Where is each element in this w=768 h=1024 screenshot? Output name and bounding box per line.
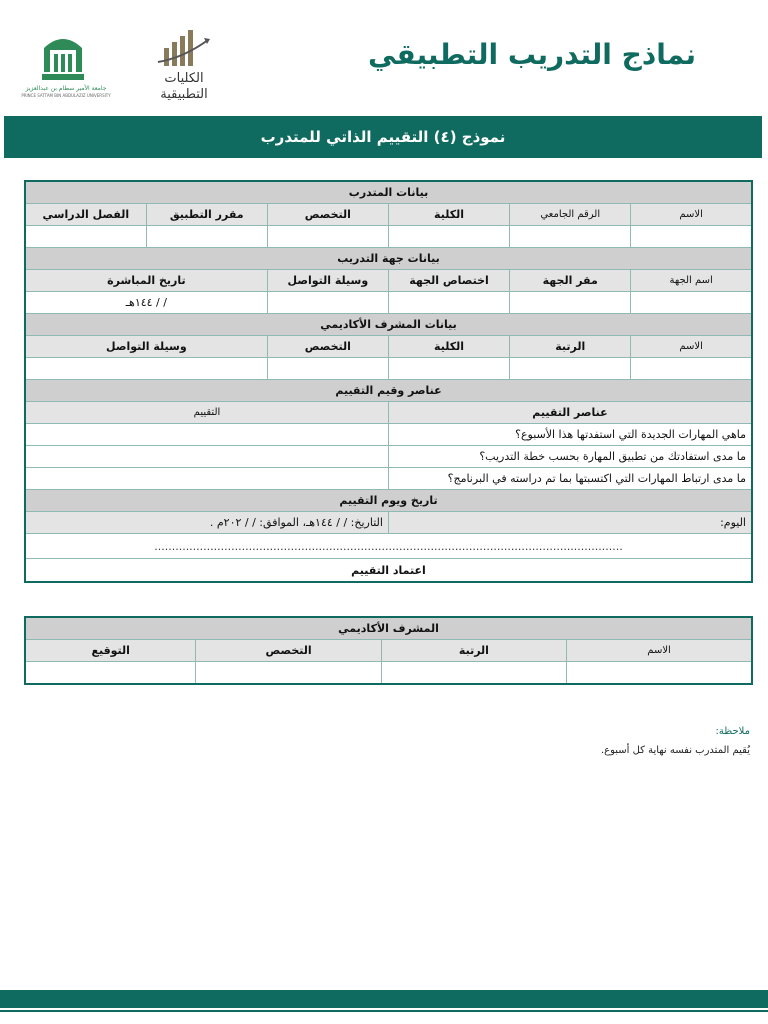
university-logo	[12, 30, 120, 100]
trainee-course-label: مقرر التطبيق	[146, 204, 267, 226]
entity-specialty-label: اختصاص الجهة	[388, 270, 509, 292]
trainee-id-label: الرقم الجامعي	[510, 204, 631, 226]
applied-logo-line1: الكليات	[164, 71, 204, 86]
trainee-major-field[interactable]	[267, 226, 388, 248]
approval-supervisor-heading: المشرف الأكاديمي	[25, 617, 752, 640]
evaluation-section-heading: عناصر وقيم التقييم	[25, 380, 752, 402]
approval-rank-label: الرتبة	[381, 640, 566, 662]
entity-start-date-field[interactable]: / / ١٤٤هـ	[25, 292, 267, 314]
trainee-id-field[interactable]	[510, 226, 631, 248]
date-field[interactable]: التاريخ: / / ١٤٤هـ، الموافق: / / ٢٠٢م .	[25, 512, 388, 534]
approval-major-label: التخصص	[196, 640, 381, 662]
approval-table	[24, 616, 753, 685]
approval-signature-label: التوقيع	[25, 640, 196, 662]
entity-hq-field[interactable]	[510, 292, 631, 314]
entity-section-heading: بيانات جهة التدريب	[25, 248, 752, 270]
supervisor-section-heading: بيانات المشرف الأكاديمي	[25, 314, 752, 336]
applied-colleges-logo	[148, 22, 220, 102]
evaluation-answer-field[interactable]	[25, 424, 388, 446]
trainee-semester-field[interactable]	[25, 226, 146, 248]
footer-bar	[0, 990, 768, 1008]
evaluation-elements-header: عناصر التقييم	[388, 402, 752, 424]
supervisor-contact-label: وسيلة التواصل	[25, 336, 267, 358]
entity-contact-field[interactable]	[267, 292, 388, 314]
evaluation-answer-field[interactable]	[25, 446, 388, 468]
entity-contact-label: وسيلة التواصل	[267, 270, 388, 292]
trainee-name-label: الاسم	[631, 204, 752, 226]
uni-logo-arabic: جامعة الأمير سطام بن عبدالعزيز	[25, 85, 107, 92]
supervisor-major-field[interactable]	[267, 358, 388, 380]
footer-line	[0, 1010, 768, 1012]
trainee-college-label: الكلية	[388, 204, 509, 226]
evaluation-form	[24, 180, 753, 583]
trainee-section-heading: بيانات المتدرب	[25, 181, 752, 204]
dotted-line: ......................................................................................................................................	[25, 534, 752, 559]
entity-name-label: اسم الجهة	[631, 270, 752, 292]
supervisor-college-label: الكلية	[388, 336, 509, 358]
page-title: نماذج التدريب التطبيقي	[368, 38, 696, 71]
form-banner	[4, 116, 762, 158]
approval-rank-field[interactable]	[381, 662, 566, 685]
evaluation-rating-header: التقييم	[25, 402, 388, 424]
supervisor-name-field[interactable]	[631, 358, 752, 380]
trainee-college-field[interactable]	[388, 226, 509, 248]
supervisor-rank-field[interactable]	[510, 358, 631, 380]
evaluation-answer-field[interactable]	[25, 468, 388, 490]
supervisor-name-label: الاسم	[631, 336, 752, 358]
note-label: ملاحظة:	[715, 726, 750, 737]
entity-specialty-field[interactable]	[388, 292, 509, 314]
trainee-semester-label: الفصل الدراسي	[25, 204, 146, 226]
note-text: يُقيم المتدرب نفسه نهاية كل أسبوع.	[600, 745, 750, 756]
entity-hq-label: مقر الجهة	[510, 270, 631, 292]
approval-name-label: الاسم	[567, 640, 752, 662]
trainee-major-label: التخصص	[267, 204, 388, 226]
uni-logo-english: PRINCE SATTAM BIN ABDULAZIZ UNIVERSITY	[21, 93, 111, 98]
evaluation-question: ما مدى استفادتك من تطبيق المهارة بحسب خطة التدريب؟	[388, 446, 752, 468]
date-section-heading: تاريخ ويوم التقييم	[25, 490, 752, 512]
supervisor-contact-field[interactable]	[25, 358, 267, 380]
evaluation-question: ماهي المهارات الجديدة التي استفدتها هذا الأسبوع؟	[388, 424, 752, 446]
approval-name-field[interactable]	[567, 662, 752, 685]
evaluation-question: ما مدى ارتباط المهارات التي اكتسبتها بما تم دراسته في البرنامج؟	[388, 468, 752, 490]
trainee-course-field[interactable]	[146, 226, 267, 248]
applied-logo-line2: التطبيقية	[160, 87, 208, 102]
form-banner-title: نموذج (٤) التقييم الذاتي للمتدرب	[260, 128, 506, 146]
approval-heading: اعتماد التقييم	[25, 559, 752, 583]
day-label[interactable]: اليوم:	[388, 512, 752, 534]
entity-start-date-label: تاريخ المباشرة	[25, 270, 267, 292]
entity-name-field[interactable]	[631, 292, 752, 314]
supervisor-major-label: التخصص	[267, 336, 388, 358]
supervisor-rank-label: الرتبة	[510, 336, 631, 358]
supervisor-college-field[interactable]	[388, 358, 509, 380]
trainee-name-field[interactable]	[631, 226, 752, 248]
approval-signature-field[interactable]	[25, 662, 196, 685]
approval-major-field[interactable]	[196, 662, 381, 685]
